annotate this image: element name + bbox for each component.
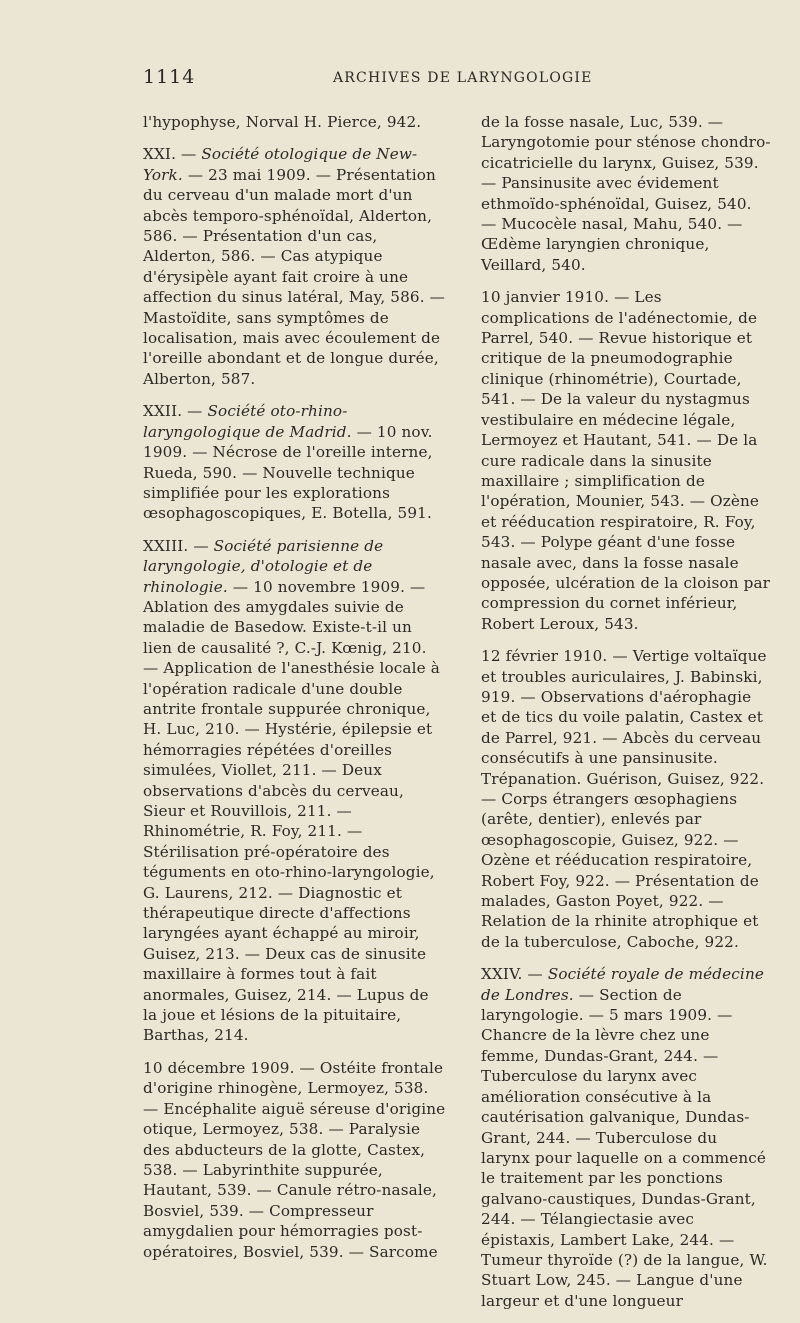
section-numeral: XXI. — bbox=[143, 145, 202, 164]
dated-entry-12-feb-1910: 12 février 1910. — Vertige voltaïque et troubles auriculaires, J. Babinski, 919. — Observations d'aérophagie et de tics du voile palatin, Castex et de Parrel, 921. — Abcès du cerveau consécutifs à une pansinusite. Trépanation. Guérison, Guisez, 922. — Corps étrangers œsophagiens (arête, dentier), enlevés par œsophagoscopie, Guisez, 922. — Ozène et rééducation respiratoire, Robert Foy, 922. — Présentation de malades, Gaston Poyet, 922. — Relation de la rhinite atrophique et de la tuberculose, Caboche, 922. bbox=[481, 647, 767, 951]
right-column bbox=[481, 112, 771, 1323]
section-body: — Section de laryngologie. — 5 mars 1909. — Chancre de la lèvre chez une femme, Dundas-Grant, 244. — Tuberculose du larynx avec amélioration consécutive à la cautérisation galvanique, Dundas-Grant, 244. — Tuberculose du larynx pour laquelle on a commencé le traitement par les ponctions galvano-caustiques, Dundas-Grant, 244. — Télangiectasie avec épistaxis, Lambert Lake, 244. — Tumeur thyroïde (?) de la langue, W. Stuart Low, 245. — Langue d'une largeur et d'une longueur bbox=[481, 985, 768, 1310]
continued-entry: de la fosse nasale, Luc, 539. — Laryngotomie pour sténose chondro-cicatricielle du larynx, Guisez, 539. — Pansinusite avec évidement ethmoïdo-sphénoïdal, Guisez, 540. — Mucocèle nasal, Mahu, 540. — Œdème laryngien chronique, Veillard, 540. bbox=[481, 113, 771, 274]
section-numeral: XXIV. — bbox=[481, 965, 548, 984]
section-xxi bbox=[143, 144, 446, 389]
society-name: Société royale de médecine de Londres. bbox=[481, 965, 765, 1004]
section-numeral: XXIII. — bbox=[143, 536, 214, 555]
society-name: Société oto-rhino-laryngologique de Madrid. bbox=[143, 402, 352, 441]
dated-entry-10-jan-1910: 10 janvier 1910. — Les complications de l'adénectomie, de Parrel, 540. — Revue historique et critique de la pneumodographie clinique (rhinométrie), Courtade, 541. — De la valeur du nystagmus vestibulaire en médecine légale, Lermoyez et Hautant, 541. — De la cure radicale dans la sinusite maxillaire ; simplification de l'opération, Mounier, 543. — Ozène et rééducation respiratoire, R. Foy, 543. — Polype géant d'une fosse nasale avec, dans la fosse nasale opposée, ulcération de la cloison par compression du cornet inférieur, Robert Leroux, 543. bbox=[481, 288, 771, 633]
society-name: Société otologique de New-York. bbox=[143, 145, 418, 184]
society-name: Société parisienne de laryngologie, d'otologie et de rhinologie. bbox=[143, 536, 384, 596]
section-body: — 10 novembre 1909. — Ablation des amygdales suivie de maladie de Basedow. Existe-t-il un lien de causalité ?, C.-J. Kœnig, 210. — Application de l'anesthésie locale à l'opération radicale d'une double antrite frontale suppurée chronique, H. Luc, 210. — Hystérie, épilepsie et hémorragies répétées d'oreilles simulées, Viollet, 211. — Deux observations d'abcès du cerveau, Sieur et Rouvillois, 211. — Rhinométrie, R. Foy, 211. — Stérilisation pré-opératoire des téguments en oto-rhino-laryngologie, G. Laurens, 212. — Diagnostic et thérapeutique directe d'affections laryngées ayant échappé au miroir, Guisez, 213. — Deux cas de sinusite maxillaire à formes tout à fait anormales, Guisez, 214. — Lupus de la joue et lésions de la pituitaire, Barthas, 214. bbox=[143, 577, 440, 1045]
left-column bbox=[143, 112, 446, 1274]
section-xxii bbox=[143, 401, 446, 523]
section-xxiv bbox=[481, 964, 771, 1311]
section-xxiii bbox=[143, 536, 446, 1046]
page-number: 1114 bbox=[143, 66, 196, 88]
dated-entry-10-dec-1909: 10 décembre 1909. — Ostéite frontale d'origine rhinogène, Lermoyez, 538. — Encéphalite aiguë séreuse d'origine otique, Lermoyez, 538. — Paralysie des abducteurs de la glotte, Castex, 538. — Labyrinthite suppurée, Hautant, 539. — Canule rétro-nasale, Bosviel, 539. — Compresseur amygdalien pour hémorragies post-opératoires, Bosviel, 539. — Sarcome bbox=[143, 1058, 446, 1261]
section-body: — 10 nov. 1909. — Nécrose de l'oreille interne, Rueda, 590. — Nouvelle technique simplifiée pour les explorations œsophagoscopiques, E. Botella, 591. bbox=[143, 422, 433, 523]
running-title: ARCHIVES DE LARYNGOLOGIE bbox=[333, 70, 593, 86]
section-numeral: XXII. — bbox=[143, 402, 208, 421]
section-body: — 23 mai 1909. — Présentation du cerveau d'un malade mort d'un abcès temporo-sphénoïdal, Alderton, 586. — Présentation d'un cas, Alderton, 586. — Cas atypique d'érysipèle ayant fait croire à une affection du sinus latéral, May, 586. — Mastoïdite, sans symptômes de localisation, mais avec écoulement de l'oreille abondant et de longue durée, Alberton, 587. bbox=[143, 165, 446, 388]
page-header bbox=[143, 66, 763, 96]
continued-entry: l'hypophyse, Norval H. Pierce, 942. bbox=[143, 113, 422, 131]
